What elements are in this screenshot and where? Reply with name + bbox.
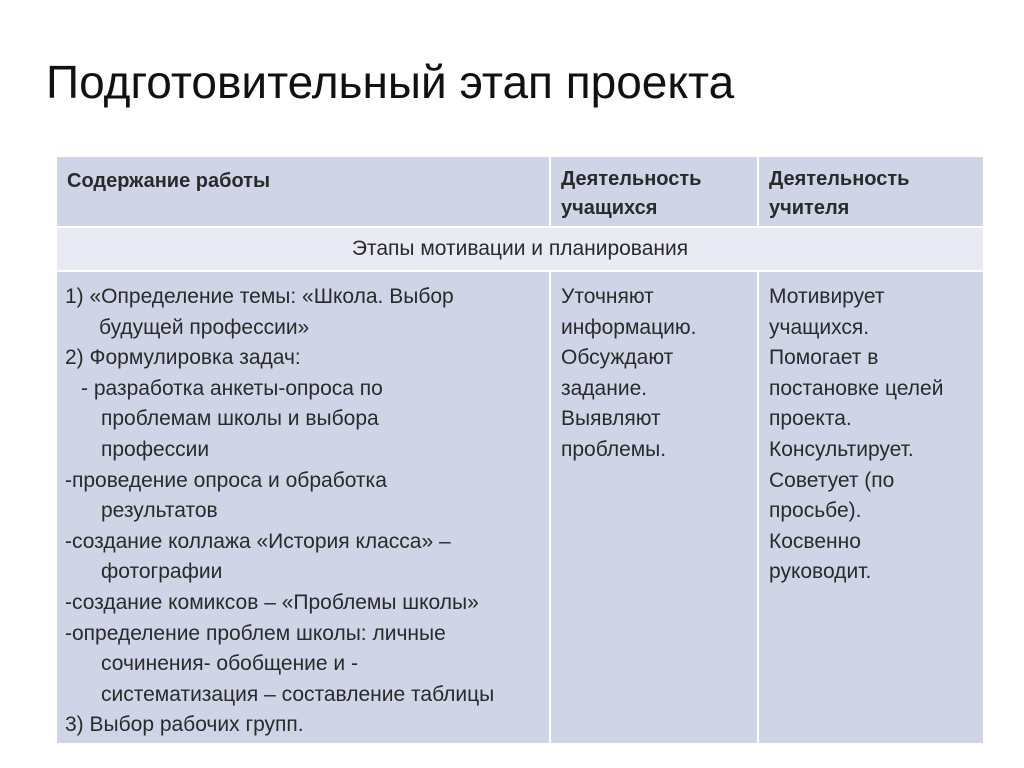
teacher-line: проекта.: [769, 407, 852, 431]
project-stage-table: [57, 157, 983, 743]
teacher-line: Консультирует.: [769, 437, 914, 461]
table-header-row: [57, 157, 983, 228]
teacher-line: учащихся.: [769, 315, 870, 339]
content-line: профессии: [101, 437, 210, 461]
content-line: 3) Выбор рабочих групп.: [65, 713, 304, 737]
teacher-line: постановке целей: [769, 376, 944, 400]
header-work-content: [57, 157, 551, 228]
teacher-line: Косвенно: [769, 529, 861, 553]
content-line: будущей профессии»: [99, 315, 310, 339]
teacher-cell: [759, 272, 983, 743]
content-line: -определение проблем школы: личные: [65, 621, 446, 645]
content-cell: [57, 272, 551, 743]
content-line: систематизация – составление таблицы: [101, 682, 495, 706]
stage-row: [57, 228, 983, 272]
content-line: фотографии: [101, 560, 223, 584]
content-line: 2) Формулировка задач:: [65, 346, 301, 370]
stage-label: Этапы мотивации и планирования: [57, 228, 983, 272]
header-student-activity-label: Деятельность учащихся: [561, 168, 702, 219]
content-line: результатов: [101, 499, 218, 523]
students-line: задание.: [561, 376, 648, 400]
students-line: Обсуждают: [561, 346, 674, 370]
teacher-line: руководит.: [769, 560, 872, 584]
header-student-activity: [551, 157, 759, 228]
content-line: -проведение опроса и обработка: [65, 468, 387, 492]
students-line: информацию.: [561, 315, 697, 339]
students-line: проблемы.: [561, 437, 667, 461]
students-cell: [551, 272, 759, 743]
content-line: проблемам школы и выбора: [101, 407, 379, 431]
students-line: Выявляют: [561, 407, 661, 431]
teacher-line: просьбе).: [769, 499, 862, 523]
content-line: 1) «Определение темы: «Школа. Выбор: [65, 285, 454, 308]
teacher-line: Мотивирует: [769, 285, 885, 308]
teacher-line: Помогает в: [769, 346, 879, 370]
header-teacher-activity: [759, 157, 983, 228]
slide-title: Подготовительный этап проекта: [46, 56, 735, 108]
content-line: - разработка анкеты-опроса по: [81, 376, 383, 400]
content-line: -создание комиксов – «Проблемы школы»: [65, 590, 479, 614]
content-line: -создание коллажа «История класса» –: [65, 529, 451, 553]
content-line: сочинения- обобщение и -: [101, 652, 358, 676]
teacher-line: Советует (по: [769, 468, 895, 492]
table-body-row: [57, 272, 983, 743]
header-work-content-label: Содержание работы: [67, 170, 271, 192]
header-teacher-activity-label: Деятельность учителя: [769, 168, 910, 219]
students-line: Уточняют: [561, 285, 654, 308]
